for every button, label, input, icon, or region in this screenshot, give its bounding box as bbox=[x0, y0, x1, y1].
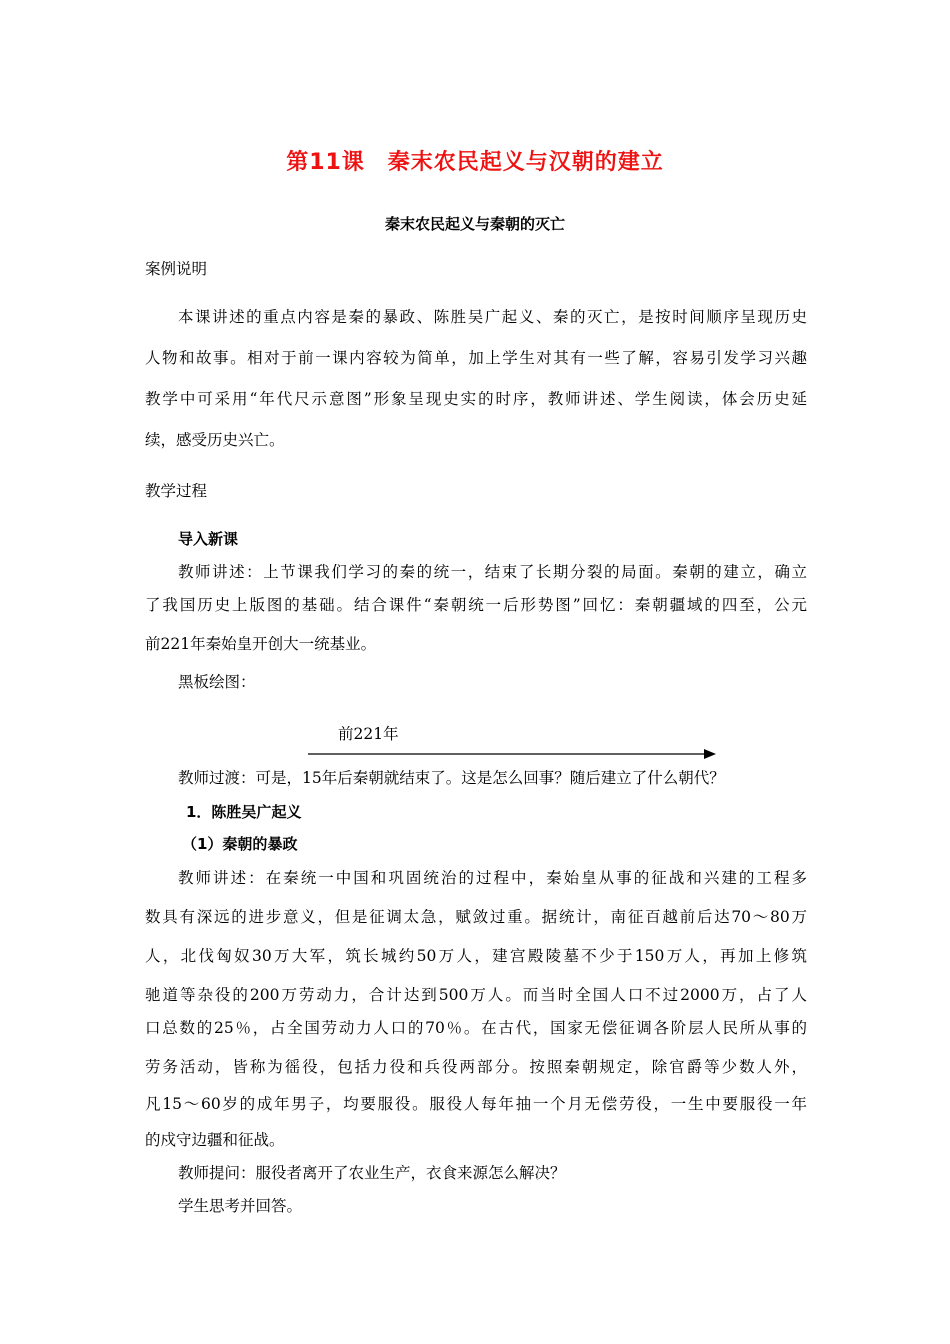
board-label: 黑板绘图： bbox=[178, 673, 256, 691]
tyranny-line: 人，北伐匈奴30万大军，筑长城约50万人，建宫殿陵墓不少于150万人，再加上修筑 bbox=[145, 947, 807, 965]
tyranny-line: 的戍守边疆和征战。 bbox=[145, 1131, 285, 1149]
timeline-label: 前221年 bbox=[338, 725, 399, 743]
page-title: 第11课 秦末农民起义与汉朝的建立 bbox=[286, 150, 664, 175]
timeline-arrow bbox=[308, 744, 718, 764]
intro-line: 教师讲述：上节课我们学习的秦的统一，结束了长期分裂的局面。秦朝的建立，确立 bbox=[178, 563, 807, 581]
case-line: 人物和故事。相对于前一课内容较为简单，加上学生对其有一些了解，容易引发学习兴趣 bbox=[145, 349, 807, 367]
tyranny-line: 凡15～60岁的成年男子，均要服役。服役人每年抽一个月无偿劳役，一生中要服役一年 bbox=[145, 1095, 807, 1113]
teacher-question: 教师提问：服役者离开了农业生产，衣食来源怎么解决？ bbox=[178, 1164, 566, 1182]
case-line: 本课讲述的重点内容是秦的暴政、陈胜吴广起义、秦的灭亡，是按时间顺序呈现历史 bbox=[178, 308, 807, 326]
page-subtitle: 秦末农民起义与秦朝的灭亡 bbox=[384, 215, 565, 233]
section-heading: 1．陈胜吴广起义 bbox=[186, 803, 302, 821]
subsection-heading: （1）秦朝的暴政 bbox=[182, 835, 298, 853]
tyranny-line: 驰道等杂役的200万劳动力，合计达到500万人。而当时全国人口不过2000万，占了人 bbox=[145, 986, 807, 1004]
case-line: 续，感受历史兴亡。 bbox=[145, 431, 285, 449]
process-heading: 教学过程 bbox=[145, 482, 208, 500]
tyranny-line: 劳务活动，皆称为徭役，包括力役和兵役两部分。按照秦朝规定，除官爵等少数人外， bbox=[145, 1058, 807, 1076]
tyranny-line: 数具有深远的进步意义，但是征调太急，赋敛过重。据统计，南征百越前后达70～80万 bbox=[145, 908, 807, 926]
case-heading: 案例说明 bbox=[145, 260, 208, 278]
intro-line: 了我国历史上版图的基础。结合课件“秦朝统一后形势图”回忆：秦朝疆域的四至，公元 bbox=[145, 596, 807, 614]
student-answer: 学生思考并回答。 bbox=[178, 1197, 303, 1215]
tyranny-line: 口总数的25％，占全国劳动力人口的70％。在古代，国家无偿征调各阶层人民所从事的 bbox=[145, 1019, 807, 1037]
case-line: 教学中可采用“年代尺示意图”形象呈现史实的时序，教师讲述、学生阅读，体会历史延 bbox=[145, 390, 807, 408]
intro-heading: 导入新课 bbox=[178, 530, 239, 548]
tyranny-line: 教师讲述：在秦统一中国和巩固统治的过程中，秦始皇从事的征战和兴建的工程多 bbox=[178, 869, 807, 887]
teacher-transition: 教师过渡：可是，15年后秦朝就结束了。这是怎么回事？随后建立了什么朝代？ bbox=[178, 769, 725, 787]
intro-line: 前221年秦始皇开创大一统基业。 bbox=[145, 635, 377, 653]
